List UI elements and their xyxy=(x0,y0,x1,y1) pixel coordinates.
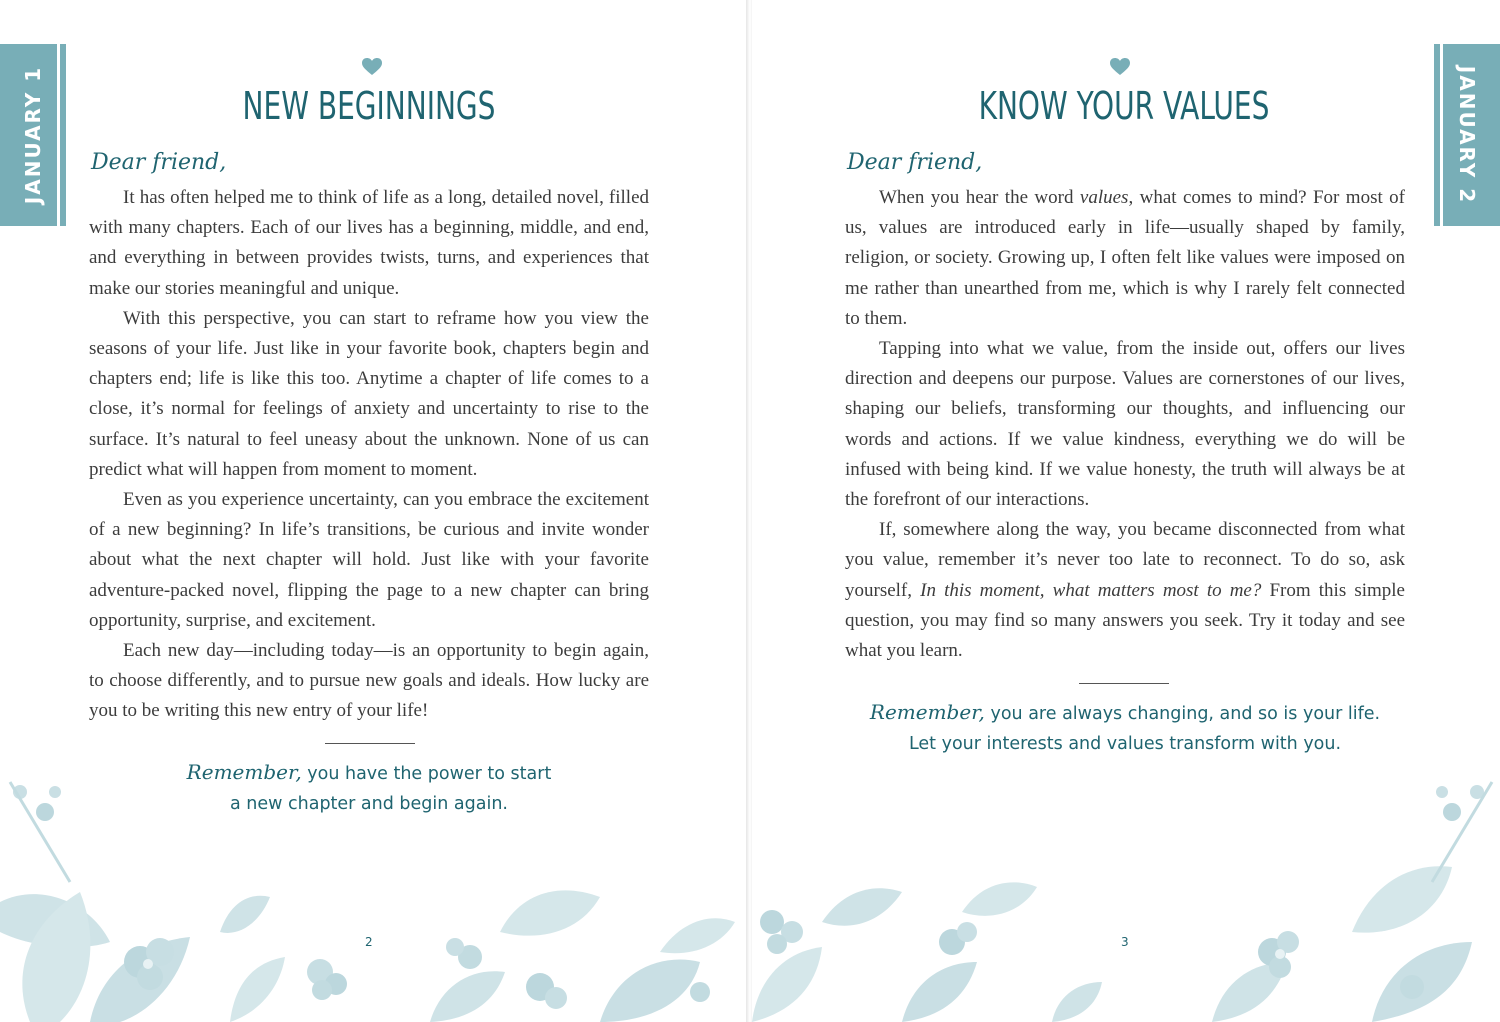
right-date-tab xyxy=(1434,44,1500,226)
right-closing-line1: you are always changing, and so is your life. xyxy=(984,704,1381,724)
right-body-text xyxy=(845,183,1405,666)
left-page-title: NEW BEGINNINGS xyxy=(242,84,496,128)
right-paragraph-3: If, somewhere along the way, you became disconnected from what you value, remember it’s never too late to reconnect. To do so, ask yourself, In this moment, what matters most to me? From this simple question, you may find so many answers you seek. Try it today and see what you learn. xyxy=(845,519,1405,662)
heart-icon xyxy=(362,58,382,76)
floral-border-left xyxy=(0,772,748,1022)
left-closing-remember: Remember, xyxy=(186,760,302,784)
left-paragraph-2: With this perspective, you can start to reframe how you view the seasons of your life. Just like in your favorite book, chapters begin and chapters end; life is like this too. Anytime a chapter of life comes to a close, it’s normal for feelings of anxiety and uncertainty to rise to the surface. It’s natural to feel uneasy about the unknown. None of us can predict what will happen from moment to moment. xyxy=(89,307,649,480)
left-body-text xyxy=(89,183,649,727)
right-salutation: Dear friend, xyxy=(847,150,983,175)
right-paragraph-1: When you hear the word values, what comes to mind? For most of us, values are introduced early in life—usually shaped by family, religion, or society. Growing up, I often felt like values were imposed on me rather than unearthed from me, which is why I rarely felt connected to them. xyxy=(845,187,1405,329)
left-date-tab xyxy=(0,44,66,226)
left-salutation: Dear friend, xyxy=(91,150,227,175)
right-page-number: 3 xyxy=(1121,935,1129,949)
left-closing-line2: a new chapter and begin again. xyxy=(229,794,508,814)
right-closing xyxy=(825,697,1425,759)
left-closing-line1: you have the power to start xyxy=(301,764,552,784)
right-closing-remember: Remember, xyxy=(869,700,985,724)
right-closing-line2: Let your interests and values transform with you. xyxy=(908,734,1342,754)
left-divider xyxy=(325,743,415,744)
left-page-number: 2 xyxy=(365,935,373,949)
floral-border-right xyxy=(752,772,1500,1022)
right-tab-label: JANUARY 2 xyxy=(1455,65,1479,205)
right-page-title: KNOW YOUR VALUES xyxy=(978,84,1270,128)
heart-icon xyxy=(1110,58,1130,76)
right-paragraph-2: Tapping into what we value, from the inside out, offers our lives direction and deepens our purpose. Values are cornerstones of our lives, shaping our beliefs, transforming our thoughts, and influencing our words and actions. If we value kindness, everything we do will be infused with being kind. If we value honesty, the truth will always be at the forefront of our interactions. xyxy=(845,338,1405,511)
left-paragraph-4: Each new day—including today—is an opportunity to begin again, to choose differently, and to pursue new goals and ideals. How lucky are you to be writing this new entry of your life! xyxy=(89,640,649,722)
right-page xyxy=(752,0,1500,1022)
left-paragraph-3: Even as you experience uncertainty, can you embrace the excitement of a new beginning? In life’s transitions, be curious and invite wonder about what the next chapter will hold. Just like with your favorite adventure-packed novel, flipping the page to a new chapter can bring opportunity, surprise, and excitement. xyxy=(89,489,649,631)
left-tab-label: JANUARY 1 xyxy=(21,65,45,205)
left-paragraph-1: It has often helped me to think of life as a long, detailed novel, filled with many chapters. Each of our lives has a beginning, middle, and end, and everything in between provides twists, turns, and experiences that make our stories meaningful and unique. xyxy=(89,187,649,299)
left-page xyxy=(0,0,748,1022)
right-divider xyxy=(1079,683,1169,684)
